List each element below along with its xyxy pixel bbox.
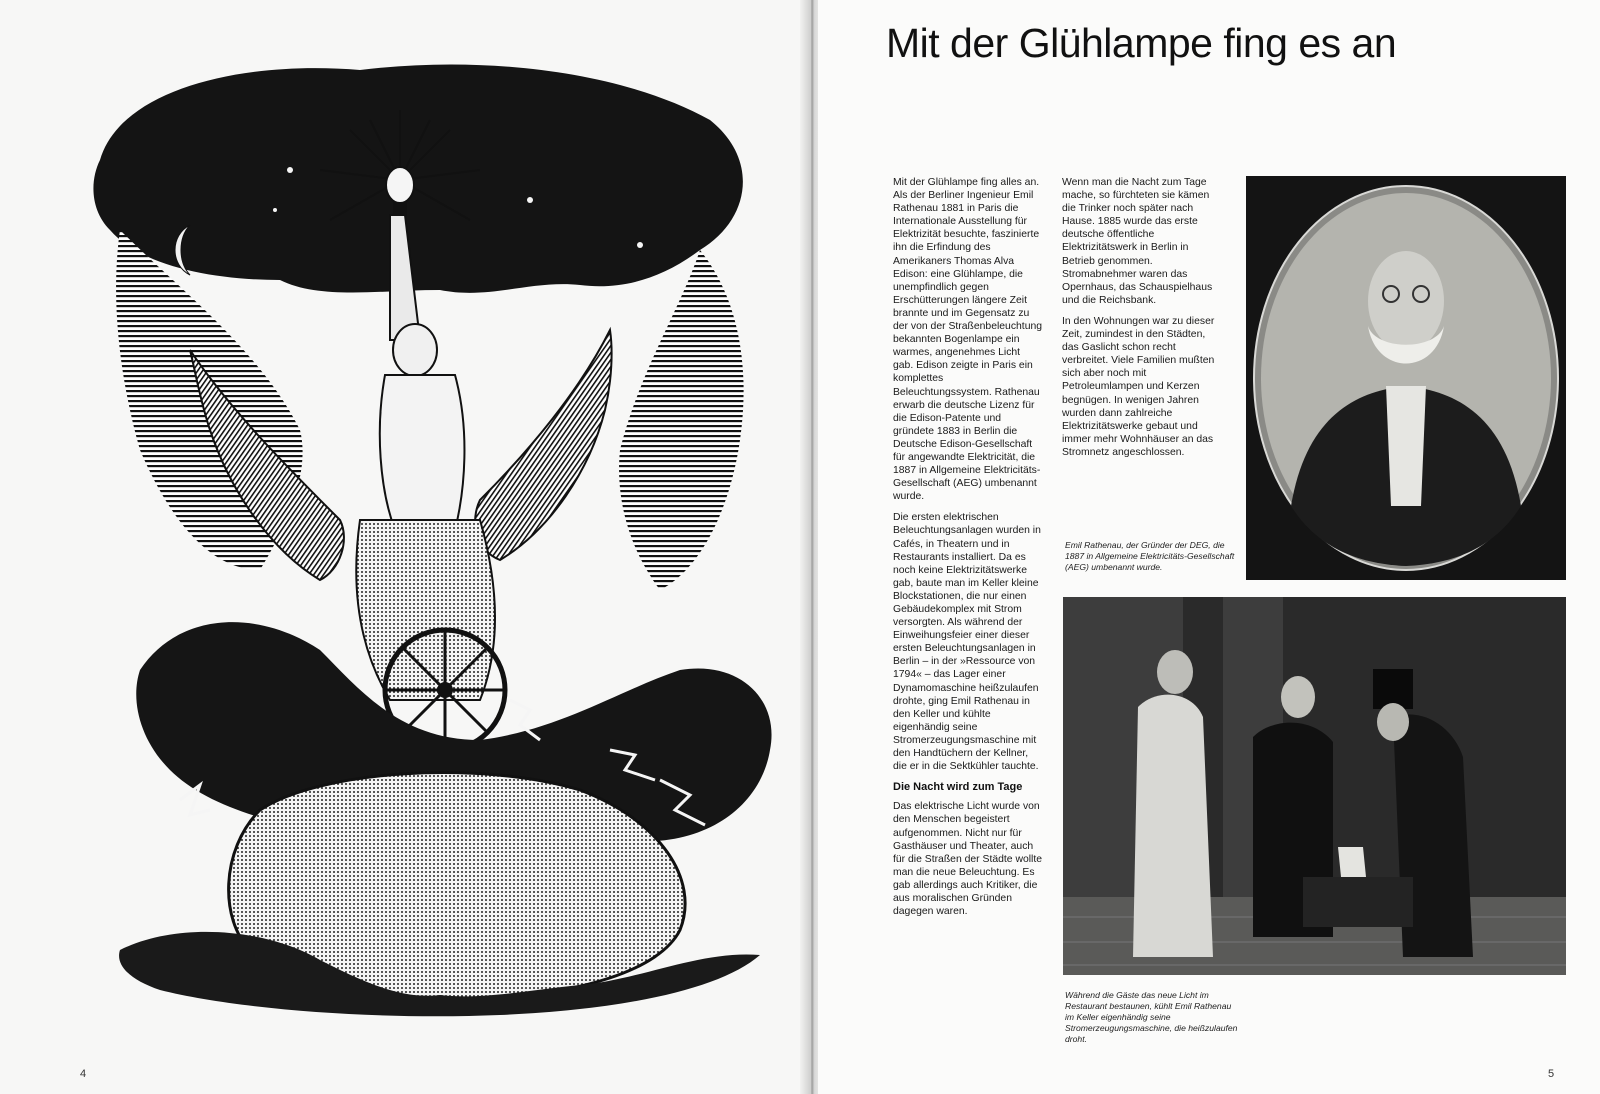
page-number-right: 5 — [1548, 1068, 1555, 1080]
allegory-engraving-illustration — [60, 50, 820, 1025]
portrait-caption: Emil Rathenau, der Gründer der DEG, die 1887 in Allgemeine Elektricitäts-Gesellschaft (AEG) umbenannt wurde. — [1065, 540, 1235, 572]
text-column-2 — [1062, 176, 1222, 467]
portrait-photo-emil-rathenau — [1246, 176, 1566, 580]
paragraph: In den Wohnungen war zu dieser Zeit, zumindest in den Städten, das Gaslicht schon recht verbreitet. Viele Familien mußten sich aber noch mit Petroleumlampen und Kerzen begnügen. In wenigen Jahren wurden dann zahlreiche Elektrizitätswerke gebaut und immer mehr Wohnhäuser an das Stromnetz angeschlossen. — [1062, 315, 1215, 458]
sky-haze-right — [619, 250, 744, 590]
subheading: Die Nacht wird zum Tage — [893, 781, 1023, 794]
page-number-left: 4 — [80, 1068, 87, 1080]
paragraph: Mit der Glühlampe fing alles an. Als der Berliner Ingenieur Emil Rathenau 1881 in Paris die Internationale Ausstellung für Elektrizität besuchte, faszinierte ihn die Erfindung des Amerikaners Thomas Alva Edison: eine Glühlampe, die unempfindlich gegen Erschütterungen längere Zeit brannte und im Gegensatz zu der von der Straßenbeleuchtung bekannten Bogenlampe ein warmes, angenehmes Licht gab. Edison zeigte in Paris ein komplettes Beleuchtungssystem. Rathenau erwarb die deutsche Lizenz für die Edison-Patente und gründete 1883 in Berlin die Deutsche Edison-Gesellschaft für angewandte Elektricität, die 1887 in Allgemeine Elektricitäts-Gesellschaft (AEG) umbenannt wurde. — [893, 177, 1043, 503]
paragraph: Das elektrische Licht wurde von den Menschen begeistert aufgenommen. Nicht nur für Gasthäuser und Theater, auch für die Straßen der Städte wollte man die neue Beleuchtung. Es gab allerdings auch Kritiker, die aus moralischen Gründen dagegen waren. — [893, 801, 1043, 918]
text-column-1 — [893, 176, 1043, 926]
right-wing — [475, 330, 611, 560]
page-headline: Mit der Glühlampe fing es an — [886, 20, 1397, 66]
cellar-scene-photo — [1063, 597, 1566, 975]
paragraph: Wenn man die Nacht zum Tage mache, so fürchteten sie kämen die Trinker noch später nach Hause. 1885 wurde das erste deutsche öffentliche Elektrizitätswerk in Berlin in Betrieb genommen. Stromabnehmer waren das Opernhaus, das Schauspielhaus und die Reichsbank. — [1062, 177, 1213, 306]
paragraph: Die ersten elektrischen Beleuchtungsanlagen wurden in Cafés, in Theatern und in Restaurants installiert. Da es noch keine Elektrizitätswerke gab, baute man im Keller kleine Blockstationen, die nur einen Gebäudekomplex mit Strom versorgten. Als während der Einweihungsfeier einer dieser ersten Beleuchtungsanlagen in Berlin – in der »Ressource von 1794« – das Lager einer Dynamomaschine heißzulaufen drohte, ging Emil Rathenau in den Keller und kühlte eigenhändig seine Stromerzeugungsmaschine mit den Handtüchern der Kellner, die er in die Sektkühler tauchte. — [893, 512, 1041, 773]
scene-caption: Während die Gäste das neue Licht im Restaurant bestaunen, kühlt Emil Rathenau im Keller eigenhändig seine Stromerzeugungsmaschine, die heißzulaufen droht. — [1065, 990, 1238, 1044]
